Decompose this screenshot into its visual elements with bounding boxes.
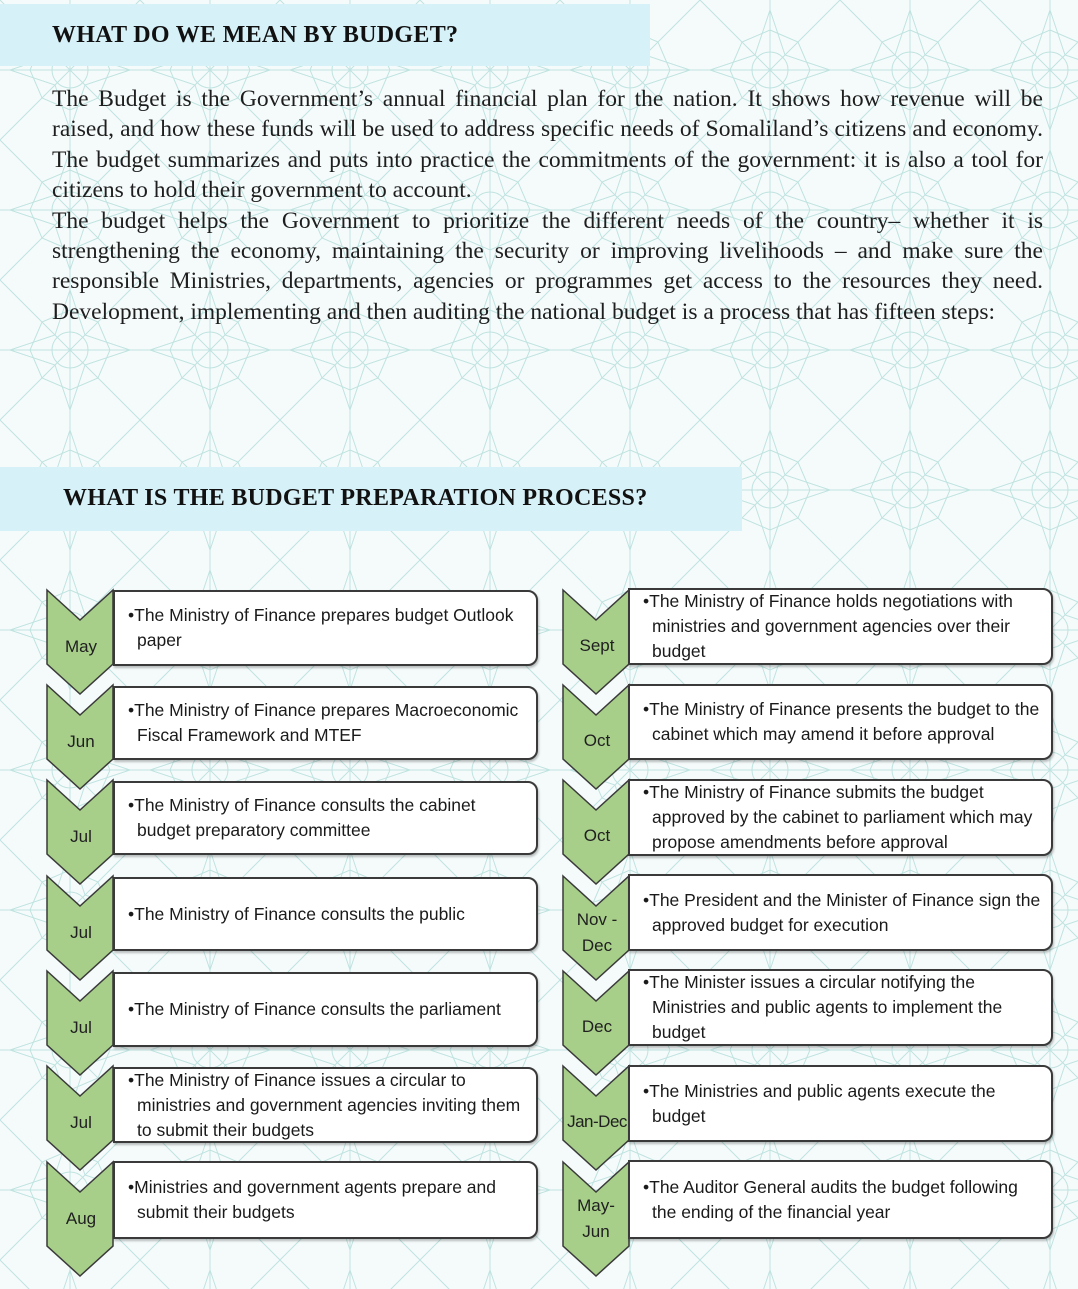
step-text: •The Auditor General audits the budget following the ending of the financial year [643, 1176, 1018, 1222]
step-box [113, 877, 538, 951]
step-box [113, 686, 538, 760]
step-month: Jul [70, 1113, 92, 1132]
section-heading-budget-meaning: WHAT DO WE MEAN BY BUDGET? [0, 4, 650, 66]
step-box [628, 874, 1053, 951]
step-box [628, 684, 1053, 760]
step-month: Nov - Dec [576, 910, 618, 955]
step-month: Oct [583, 731, 611, 750]
step-text: •The Ministries and public agents execute the budget [643, 1080, 996, 1126]
step-text: •The Ministry of Finance consults the parliament [128, 999, 501, 1019]
step-text: •The Ministry of Finance submits the budget approved by the cabinet to parliament which may propose amendments before approval [643, 782, 1033, 852]
step-box [113, 972, 538, 1047]
step-box [628, 969, 1053, 1046]
intro-paragraph-2: The budget helps the Government to prioritize the different needs of the country– whether it is strengthening the economy, maintaining the security or improving livelihoods – and make sure the responsible Ministries, departments, agencies or programmes get access to the resources they need. Development, implementing and then auditing the national budget is a process that has fifteen steps: [52, 207, 1043, 325]
intro-paragraph-1: The Budget is the Government’s annual financial plan for the nation. It shows how revenue will be raised, and how these funds will be used to address specific needs of Somaliland’s citizens and economy. The budget summarizes and puts into practice the commitments of the government: it is also a tool for citizens to hold their government to account. [52, 86, 1043, 204]
step-box [628, 1160, 1053, 1239]
step-text: •The President and the Minister of Finance sign the approved budget for execution [643, 889, 1041, 935]
step-box [113, 590, 538, 666]
step-month: May [64, 637, 98, 656]
step-month: Jul [70, 827, 92, 846]
step-month: Jul [70, 1018, 92, 1037]
step-month: Dec [581, 1017, 613, 1036]
step-text: •The Ministry of Finance consults the cabinet budget preparatory committee [128, 795, 476, 840]
step-text: •The Ministry of Finance holds negotiations with ministries and government agencies over their budget [643, 591, 1013, 661]
step-text: •The Ministry of Finance prepares budget Outlook paper [128, 605, 514, 650]
step-box [113, 1067, 538, 1143]
step-box [628, 1065, 1053, 1142]
step-month: Oct [583, 826, 611, 845]
step-month: Jul [70, 923, 92, 942]
step-month: Jun [67, 732, 95, 751]
step-month: Sept [579, 636, 615, 655]
step-text: •The Ministry of Finance presents the budget to the cabinet which may amend it before approval [643, 699, 1040, 744]
step-text: •The Minister issues a circular notifying the Ministries and public agents to implement the budget [643, 972, 1003, 1042]
step-text: •Ministries and government agents prepare and submit their budgets [128, 1177, 497, 1222]
step-month: May-Jun [577, 1196, 615, 1241]
step-month: Aug [65, 1209, 97, 1228]
step-text: •The Ministry of Finance consults the public [128, 903, 465, 924]
step-box [113, 1161, 538, 1239]
step-text: •The Ministry of Finance issues a circular to ministries and government agencies inviting them to submit their budgets [128, 1069, 521, 1140]
step-box [628, 779, 1053, 856]
step-month: Jan-Dec [567, 1112, 627, 1131]
step-box [628, 588, 1053, 665]
step-box [113, 781, 538, 855]
section-heading-budget-process: WHAT IS THE BUDGET PREPARATION PROCESS? [0, 467, 742, 531]
step-text: •The Ministry of Finance prepares Macroeconomic Fiscal Framework and MTEF [128, 700, 519, 745]
